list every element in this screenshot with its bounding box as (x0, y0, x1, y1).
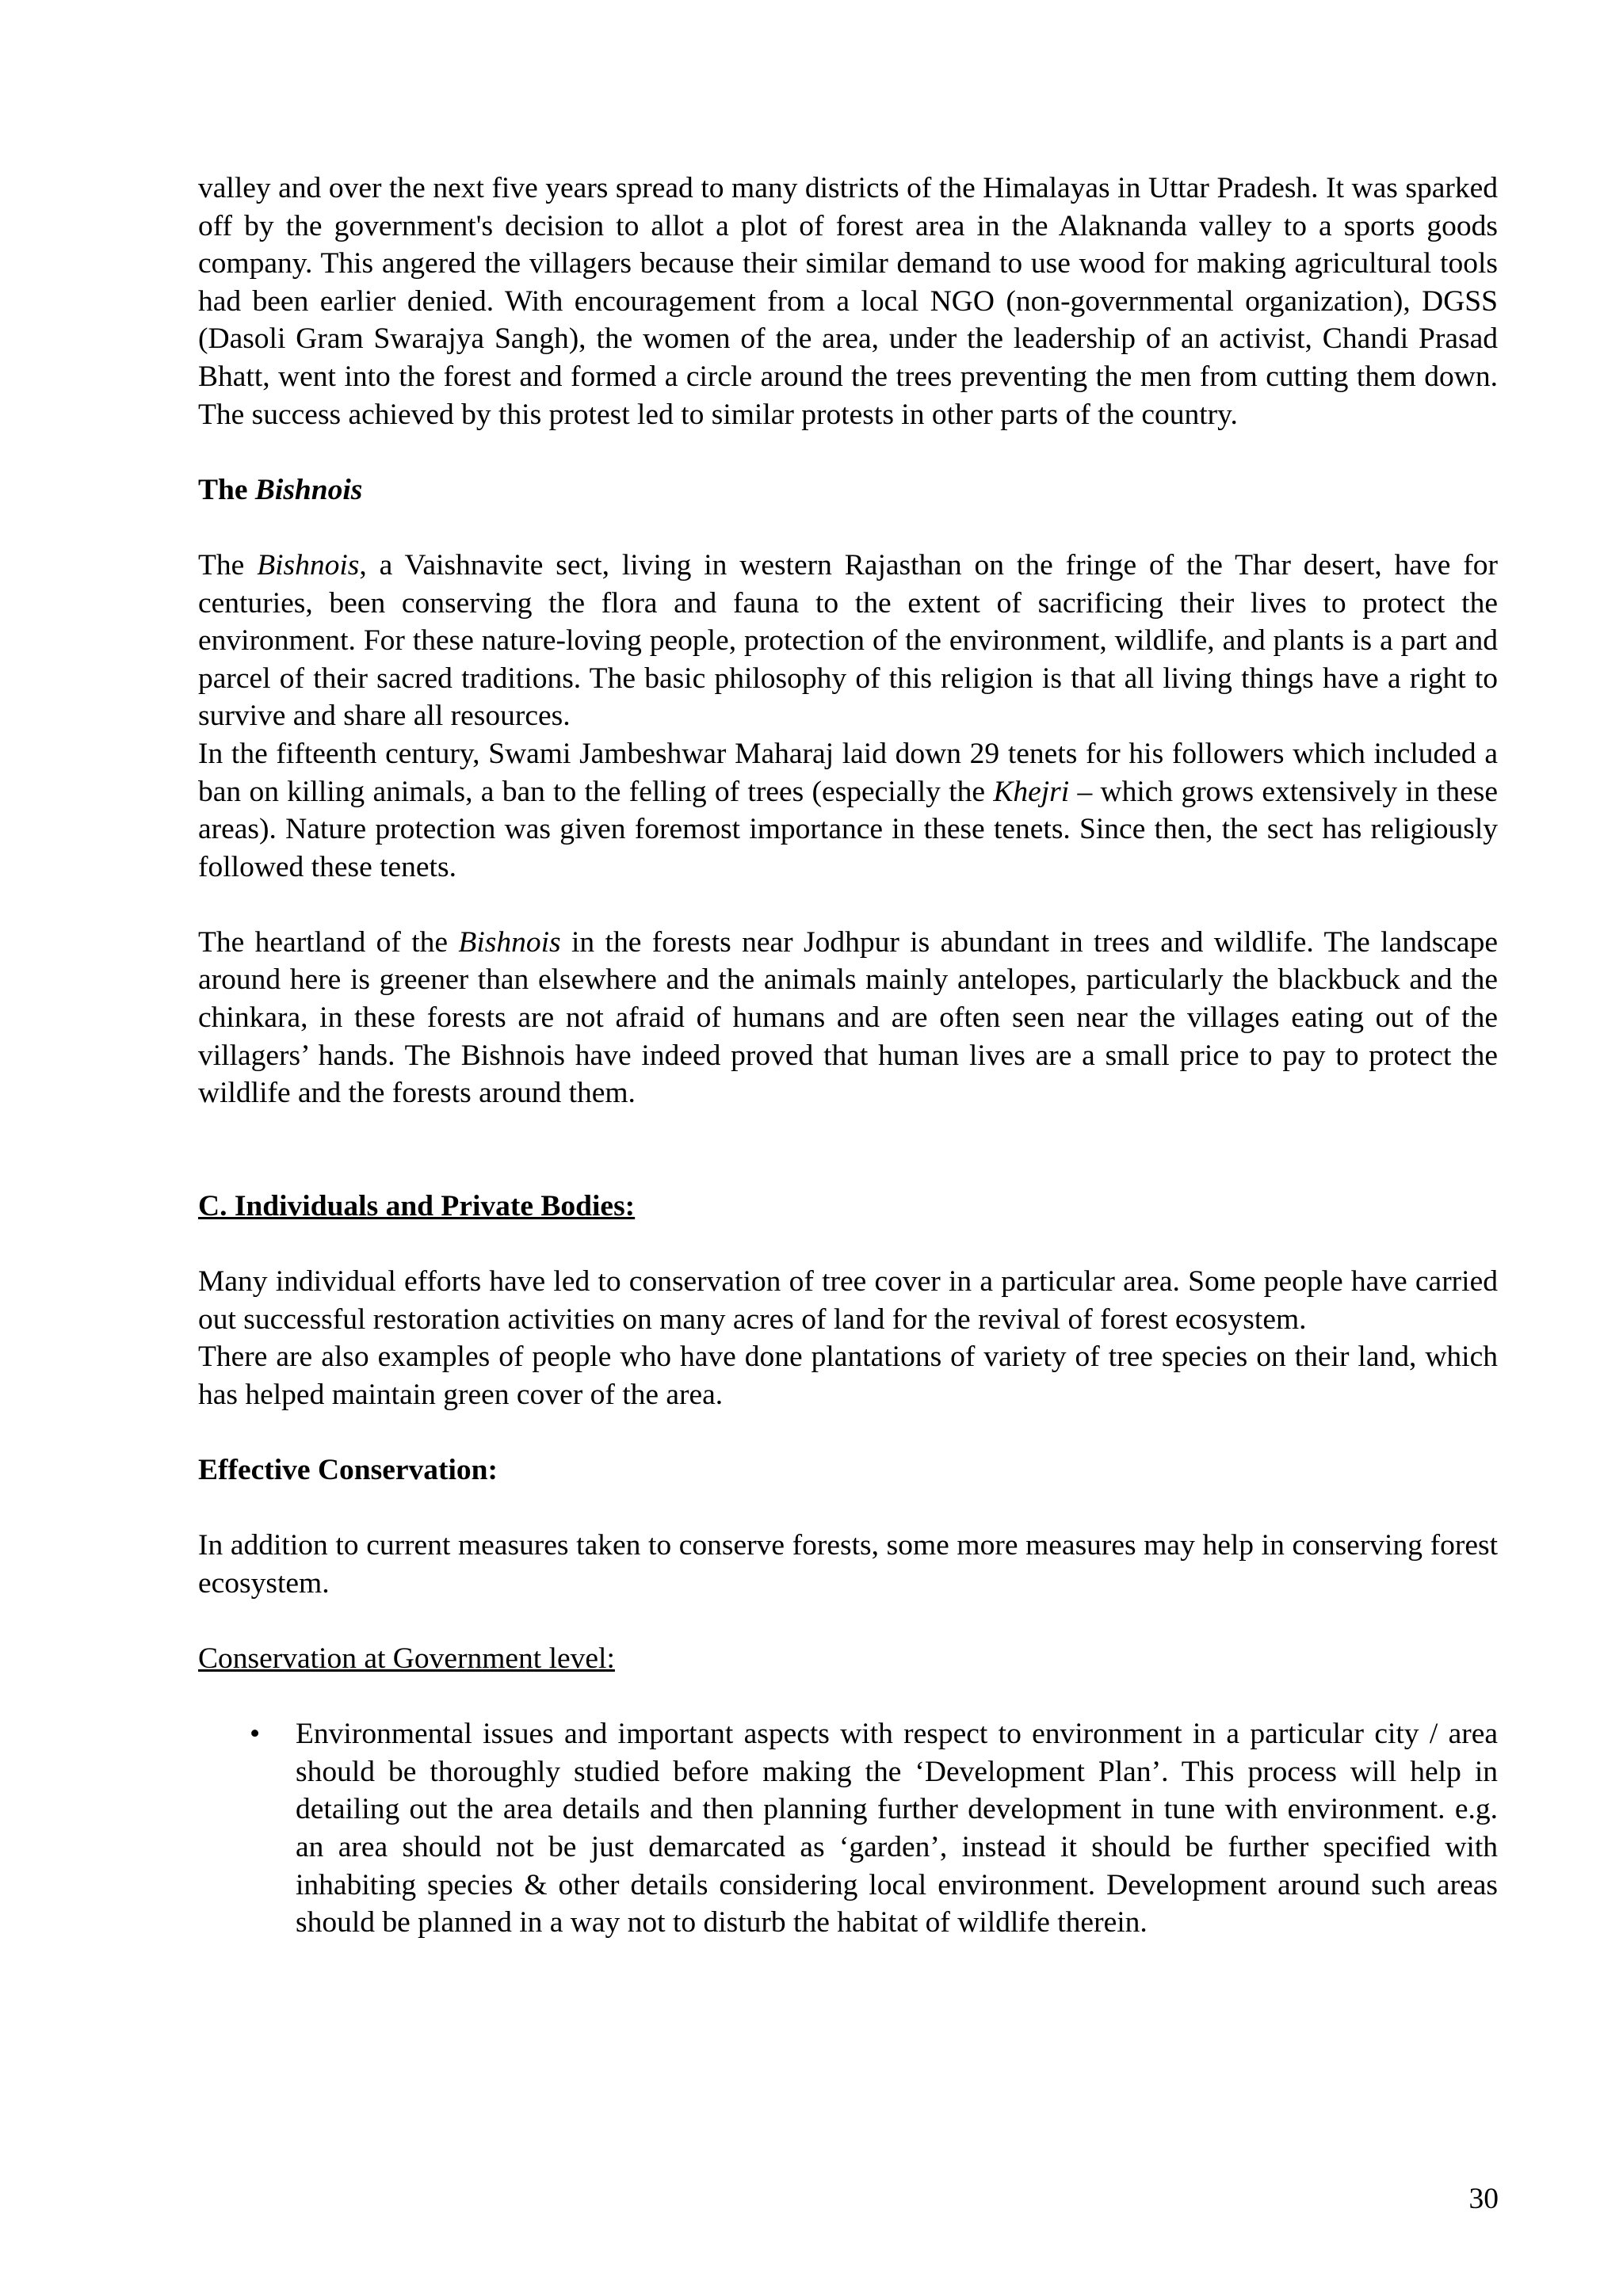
bishnois-heading-prefix: The (198, 473, 255, 506)
individuals-paragraph-1: Many individual efforts have led to conservation of tree cover in a particular area. Some people have carried out successful restoration activities on many acres of land for the revival of forest ecosystem. (198, 1265, 1498, 1336)
spacer (198, 1602, 1498, 1640)
government-level-subheading: Conservation at Government level: (198, 1642, 615, 1675)
spacer (198, 1112, 1498, 1188)
spacer (198, 886, 1498, 924)
individuals-heading: C. Individuals and Private Bodies: (198, 1189, 636, 1222)
spacer (198, 1678, 1498, 1716)
spacer (198, 1489, 1498, 1527)
bishnois-paragraph-2 (198, 735, 1498, 886)
bishnois-p3-prefix: The heartland of the (198, 925, 459, 959)
chipko-continuation-paragraph: valley and over the next five years spread to many districts of the Himalayas in Uttar Pradesh. It was sparked off by the government's decision to allot a plot of forest area in the Alaknanda valley to a sports goods company. This angered the villagers because their similar demand to use wood for making agricultural tools had been earlier denied. With encouragement from a local NGO (non-governmental organization), DGSS (Dasoli Gram Swarajya Sangh), the women of the area, under the leadership of an activist, Chandi Prasad Bhatt, went into the forest and formed a circle around the trees preventing the men from cutting them down. The success achieved by this protest led to similar protests in other parts of the country. (198, 172, 1498, 431)
bishnois-p1-prefix: The (198, 548, 258, 582)
bishnois-p3-rest: in the forests near Jodhpur is abundant in trees and wildlife. The landscape around here is greener than elsewhere and the animals mainly antelopes, particularly the blackbuck and the chinkara, in these forests are not afraid of humans and are often seen near the villages eating out of the villagers’ hands. The Bishnois have indeed proved that human lives are a small price to pay to protect the wildlife and the forests around them. (198, 925, 1498, 1110)
bishnois-p2-prefix: In the fifteenth century, Swami Jambeshwar Maharaj laid down 29 tenets for his followers which included a ban on killing animals, a ban to the felling of trees (especially the (198, 737, 1498, 808)
spacer (198, 1225, 1498, 1263)
bishnois-paragraph-1 (198, 547, 1498, 735)
spacer (198, 1413, 1498, 1451)
bishnois-paragraph-3 (198, 924, 1498, 1112)
bishnois-p2-rest: – which grows extensively in these areas). Nature protection was given foremost importance in these tenets. Since then, the sect has religiously followed these tenets. (198, 775, 1498, 883)
document-page (198, 170, 1498, 1942)
bishnois-p1-italic: Bishnois (257, 548, 360, 582)
effective-conservation-paragraph: In addition to current measures taken to conserve forests, some more measures may help in conserving forest ecosystem. (198, 1529, 1498, 1600)
spacer (198, 433, 1498, 471)
bishnois-heading (198, 471, 1498, 509)
list-item (198, 1715, 1498, 1942)
government-measures-list (198, 1715, 1498, 1942)
bishnois-heading-italic: Bishnois (254, 473, 363, 506)
bullet-icon: • (250, 1718, 261, 1751)
effective-conservation-heading: Effective Conservation: (198, 1454, 498, 1486)
list-item-text: Environmental issues and important aspects with respect to environment in a particular city / area should be thoroughly studied before making the ‘Development Plan’. This process will help in detailing out the area details and then planning further development in tune with environment. e.g. an area should not be just demarcated as ‘garden’, instead it should be further specified with inhabiting species & other details considering local environment. Development around such areas should be planned in a way not to disturb the habitat of wildlife therein. (296, 1718, 1498, 1939)
bishnois-p1-rest: , a Vaishnavite sect, living in western Rajasthan on the fringe of the Thar desert, have for centuries, been conserving the flora and fauna to the extent of sacrificing their lives to protect the environment. For these nature-loving people, protection of the environment, wildlife, and plants is a part and parcel of their sacred traditions. The basic philosophy of this religion is that all living things have a right to survive and share all resources. (198, 548, 1498, 733)
individuals-paragraph-2: There are also examples of people who have done plantations of variety of tree species on their land, which has helped maintain green cover of the area. (198, 1341, 1498, 1411)
bishnois-p3-italic: Bishnois (458, 925, 561, 959)
spacer (198, 509, 1498, 547)
page-number: 30 (1468, 2183, 1499, 2215)
khejri-italic: Khejri (993, 775, 1070, 808)
